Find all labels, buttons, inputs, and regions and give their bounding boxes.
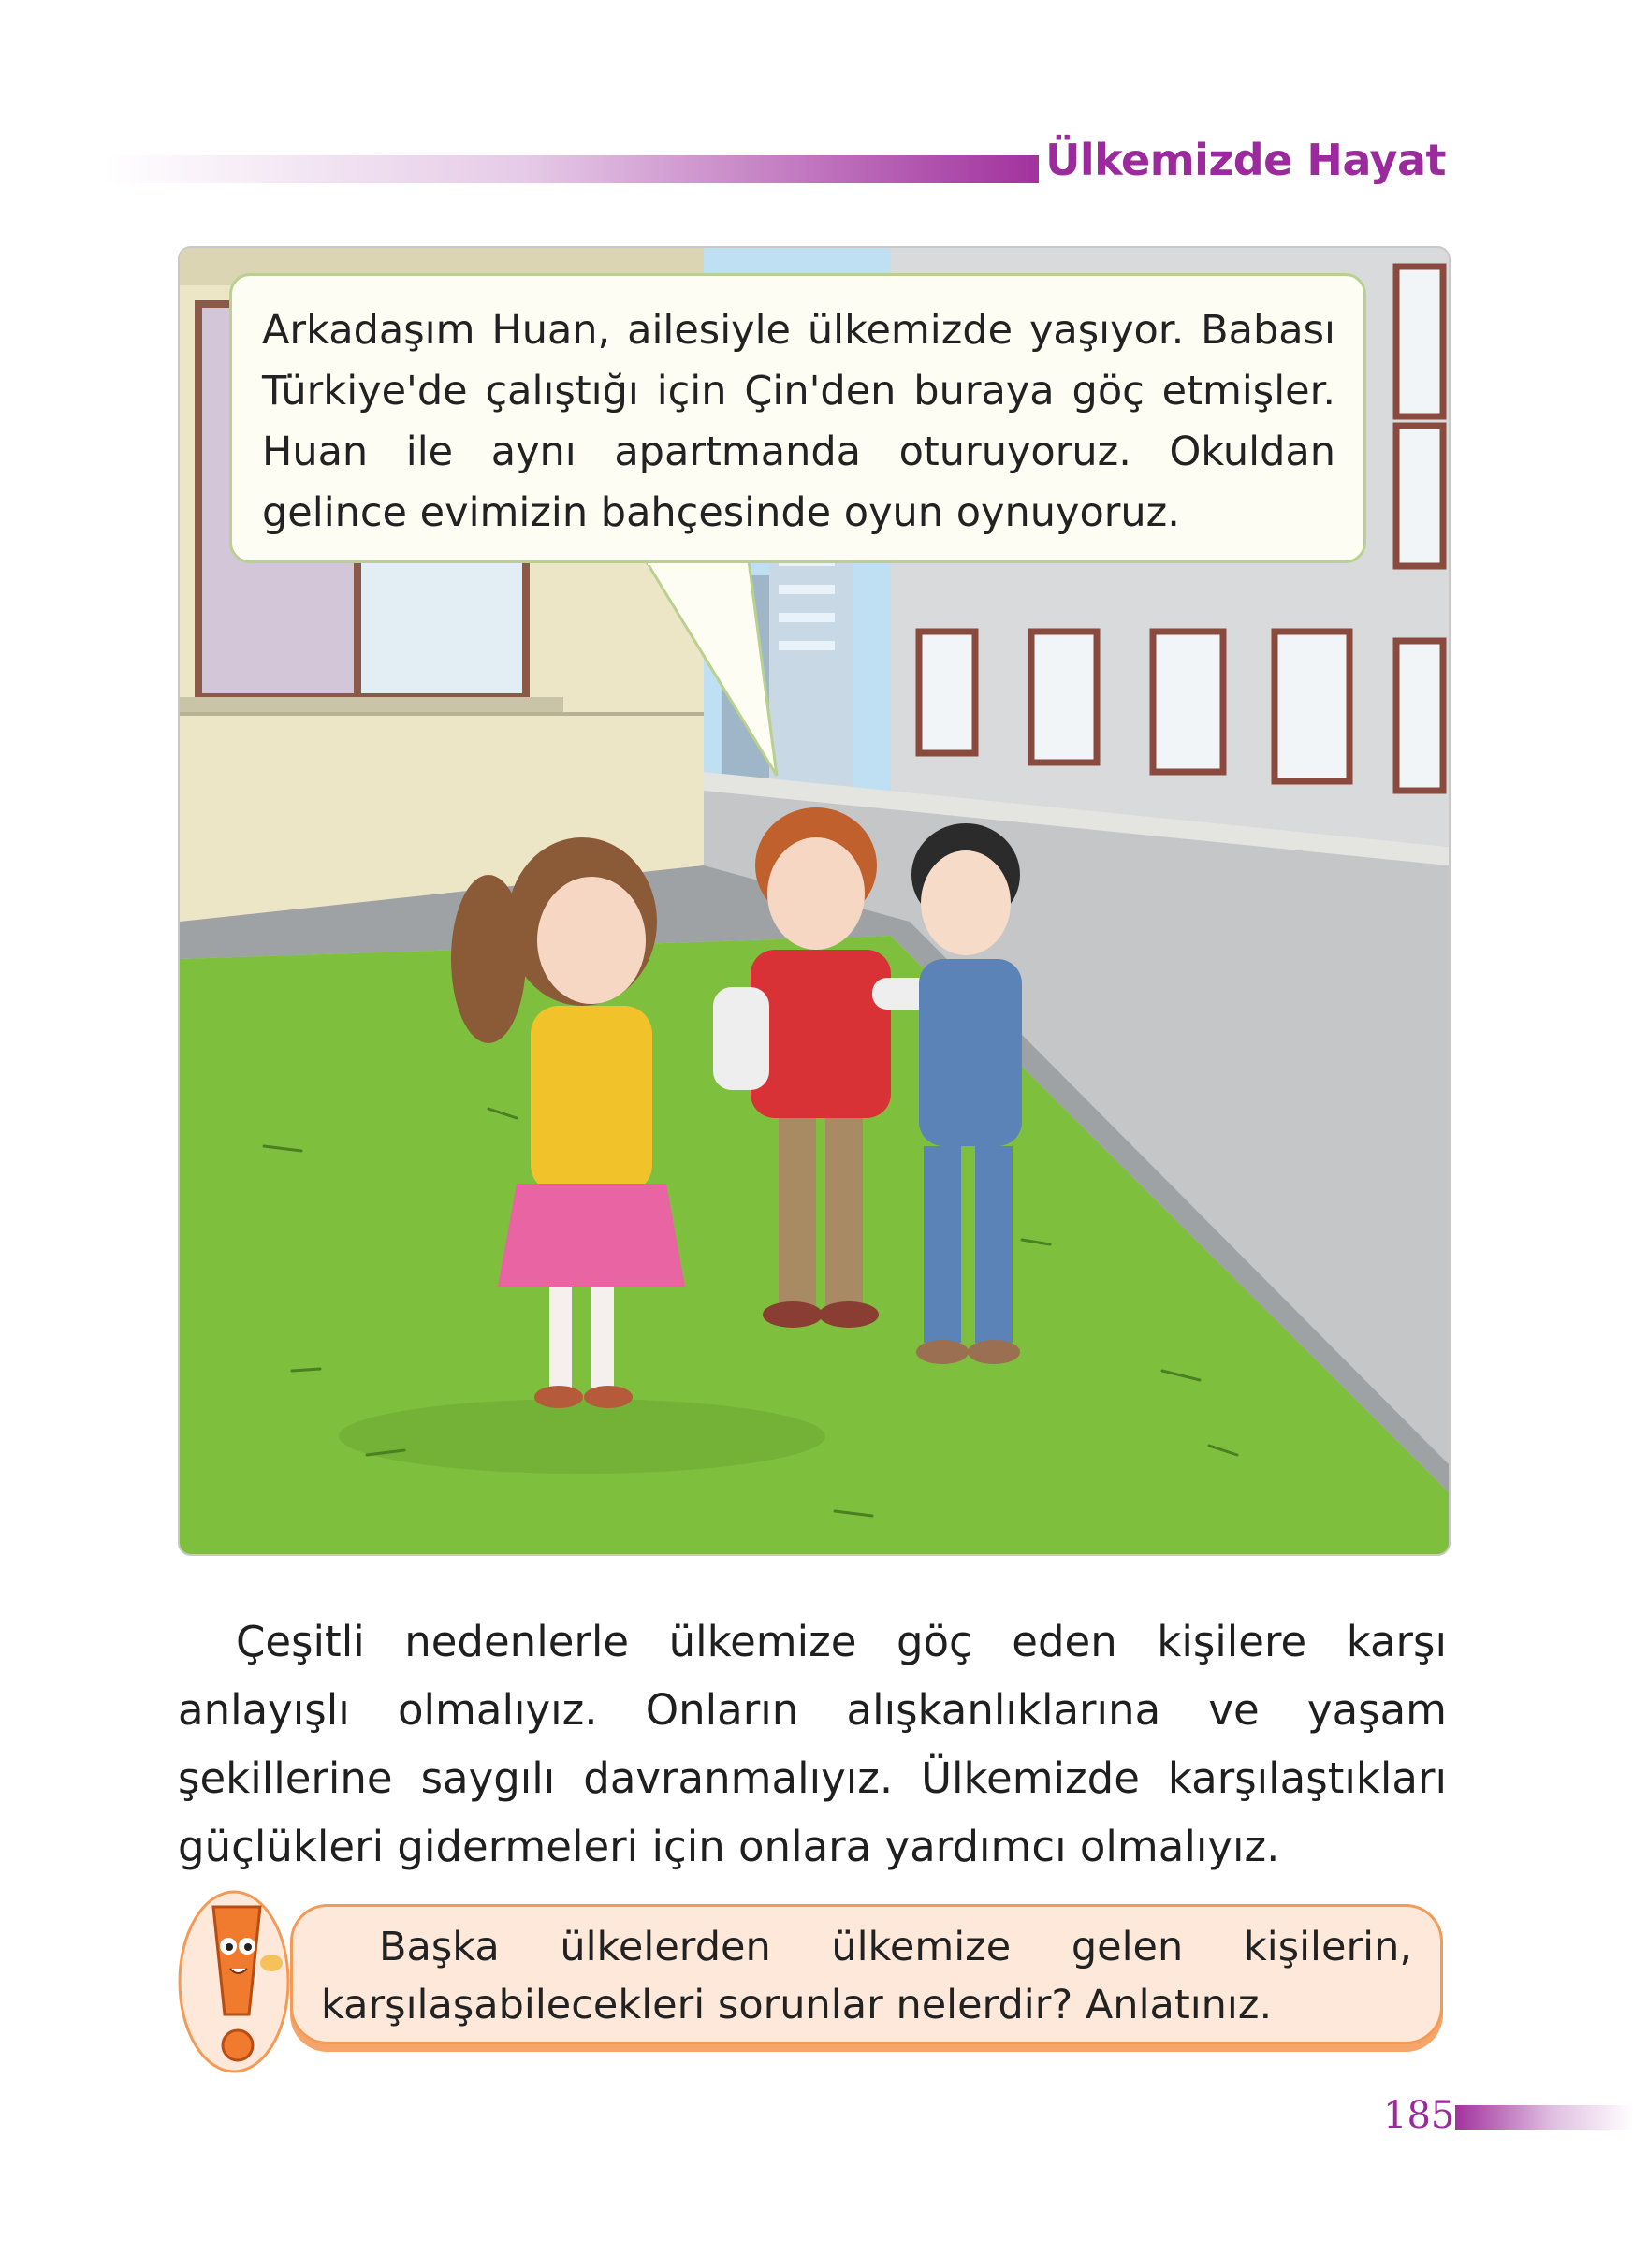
exclamation-mascot-icon <box>176 1888 296 2075</box>
body-paragraph: Çeşitli nedenlerle ülkemize göç eden kişilere karşı anlayışlı olmalıyız. Onların alışkanlıklarına ve yaşam şekillerine saygılı davranmalıyız. Ülkemizde karşılaştıkları güçlükleri gidermeleri için onlara yardımcı olmalıyız. <box>178 1617 1447 1871</box>
footer-gradient-bar <box>1455 2105 1633 2130</box>
question-text: Başka ülkelerden ülkemize gelen kişilerin, karşılaşabilecekleri sorunlar nelerdir? Anlatınız. <box>321 1924 1412 2028</box>
speech-bubble-tail <box>646 556 786 780</box>
page-number: 185 <box>1383 2094 1455 2137</box>
speech-bubble-text: Arkadaşım Huan, ailesiyle ülkemizde yaşıyor. Babası Türkiye'de çalıştığı için Çin'den buraya göç etmişler. Huan ile aynı apartmanda oturuyoruz. Okuldan gelince evimizin bahçesinde oyun oynuyoruz. <box>262 307 1335 536</box>
speech-bubble <box>229 273 1366 563</box>
header-gradient-bar <box>103 155 1039 183</box>
question-box <box>290 1904 1443 2044</box>
chapter-title: Ülkemizde Hayat <box>1045 135 1446 185</box>
